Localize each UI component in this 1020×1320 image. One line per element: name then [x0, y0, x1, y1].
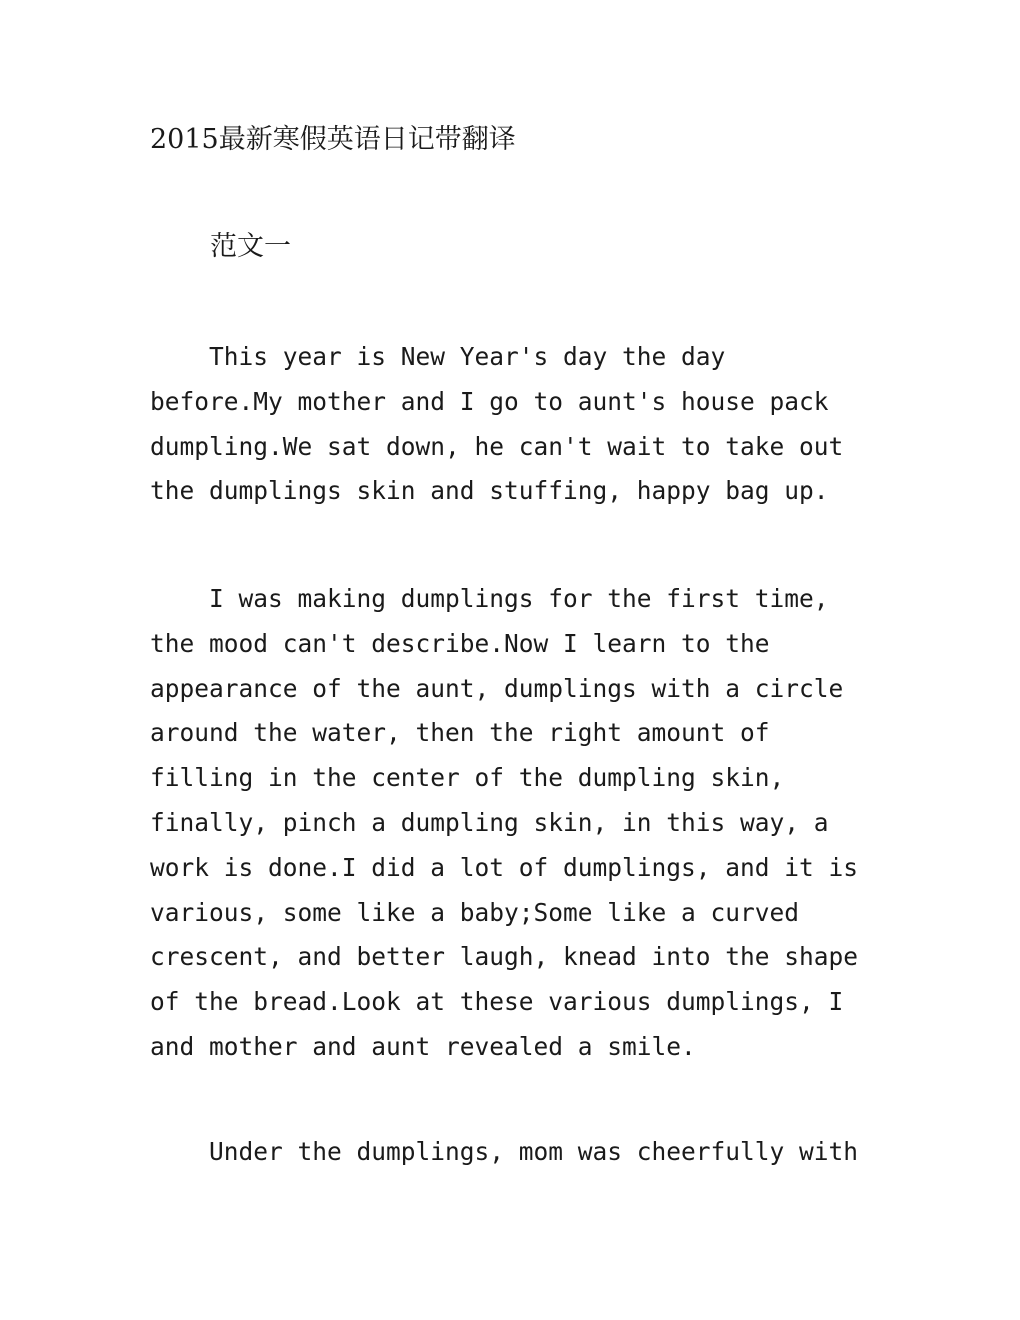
paragraph-2: I was making dumplings for the first time, the mood can't describe.Now I learn to the appearance of the aunt, dumplings with a circle around the water, then the right amount of filling in the center of the dumpling skin, finally, pinch a dumpling skin, in this way, a work is done.I did a lot of dumplings, and it is various, some like a baby;Some like a curved crescent, and better laugh, knead into the shape of the bread.Look at these various dumplings, I and mother and aunt revealed a smile. [150, 584, 859, 1061]
paragraph-3: Under the dumplings, mom was cheerfully with [150, 1137, 859, 1166]
section-heading: 范文一 [210, 231, 291, 262]
paragraph-1: This year is New Year's day the day before.My mother and I go to aunt's house pack dumpling.We sat down, he can't wait to take out the dumplings skin and stuffing, happy bag up. [150, 342, 844, 506]
document-title: 2015最新寒假英语日记带翻译 [150, 124, 516, 155]
